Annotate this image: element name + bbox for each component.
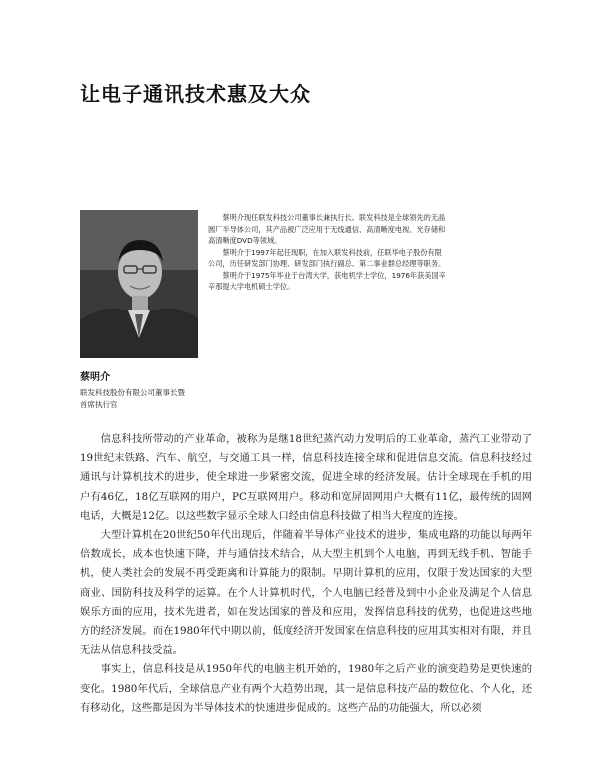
bio-paragraph: 蔡明介现任联发科技公司董事长兼执行长。联发科技是全球领先的无晶圆厂半导体公司，其产品被广泛应用于无线通信、高清晰度电视、光存储和高清晰度DVD等领域。 (208, 213, 446, 245)
author-role-line: 首席执行官 (80, 400, 118, 409)
bio-paragraph: 蔡明介于1997年起任现职，在加入联发科技前，任联华电子股份有限公司，历任研发部门协理、研发部门执行副总、第二事业群总经理等职务。 (208, 247, 446, 268)
author-role-line: 联发科技股份有限公司董事长暨 (80, 388, 185, 397)
author-caption (80, 368, 280, 411)
author-bio (208, 212, 448, 293)
article-title: 让电子通讯技术惠及大众 (80, 82, 311, 106)
portrait-photo (80, 210, 198, 358)
author-portrait (80, 210, 198, 358)
body-paragraph: 大型计算机在20世纪50年代出现后，伴随着半导体产业技术的进步，集成电路的功能以每两年倍数成长，成本也快速下降，并与通信技术结合，从大型主机到个人电脑，再到无线手机、智能手机，使人类社会的发展不再受距离和计算能力的限制。早期计算机的应用，仅限于发达国家的大型商业、国防科技及科学的运算。在个人计算机时代，个人电脑已经普及到中小企业及满足个人信息娱乐方面的应用，技术先进者，如在发达国家的普及和应用，发挥信息科技的优势，也促进这些地方的经济发展。而在1980年代中期以前，低度经济开发国家在信息科技的应用其实相对有限，并且无法从信息科技受益。 (80, 529, 532, 657)
article-body (80, 430, 532, 718)
body-paragraph: 信息科技所带动的产业革命，被称为是继18世纪蒸汽动力发明后的工业革命，蒸汽工业带动了19世纪末铁路、汽车、航空，与交通工具一样，信息科技连接全球和促进信息交流。信息科技经过通讯与计算机技术的进步，使全球进一步紧密交流，促进全球的经济发展。估计全球现在手机的用户有46亿，18亿互联网的用户，PC互联网用户。移动和宽屏固网用户大概有11亿，最传统的固网电话，大概是12亿。以这些数字显示全球人口经由信息科技做了相当大程度的连接。 (80, 433, 532, 522)
body-paragraph: 事实上，信息科技是从1950年代的电脑主机开始的，1980年之后产业的演变趋势是更快速的变化。1980年代后，全球信息产业有两个大趋势出现，其一是信息科技产品的数位化、个人化，还有移动化，这些都是因为半导体技术的快速进步促成的。这些产品的功能强大，所以必须 (80, 663, 532, 714)
author-name: 蔡明介 (80, 372, 110, 383)
bio-paragraph: 蔡明介于1975年毕业于台湾大学，获电机学士学位，1976年获美国辛辛那提大学电机硕士学位。 (208, 270, 446, 291)
